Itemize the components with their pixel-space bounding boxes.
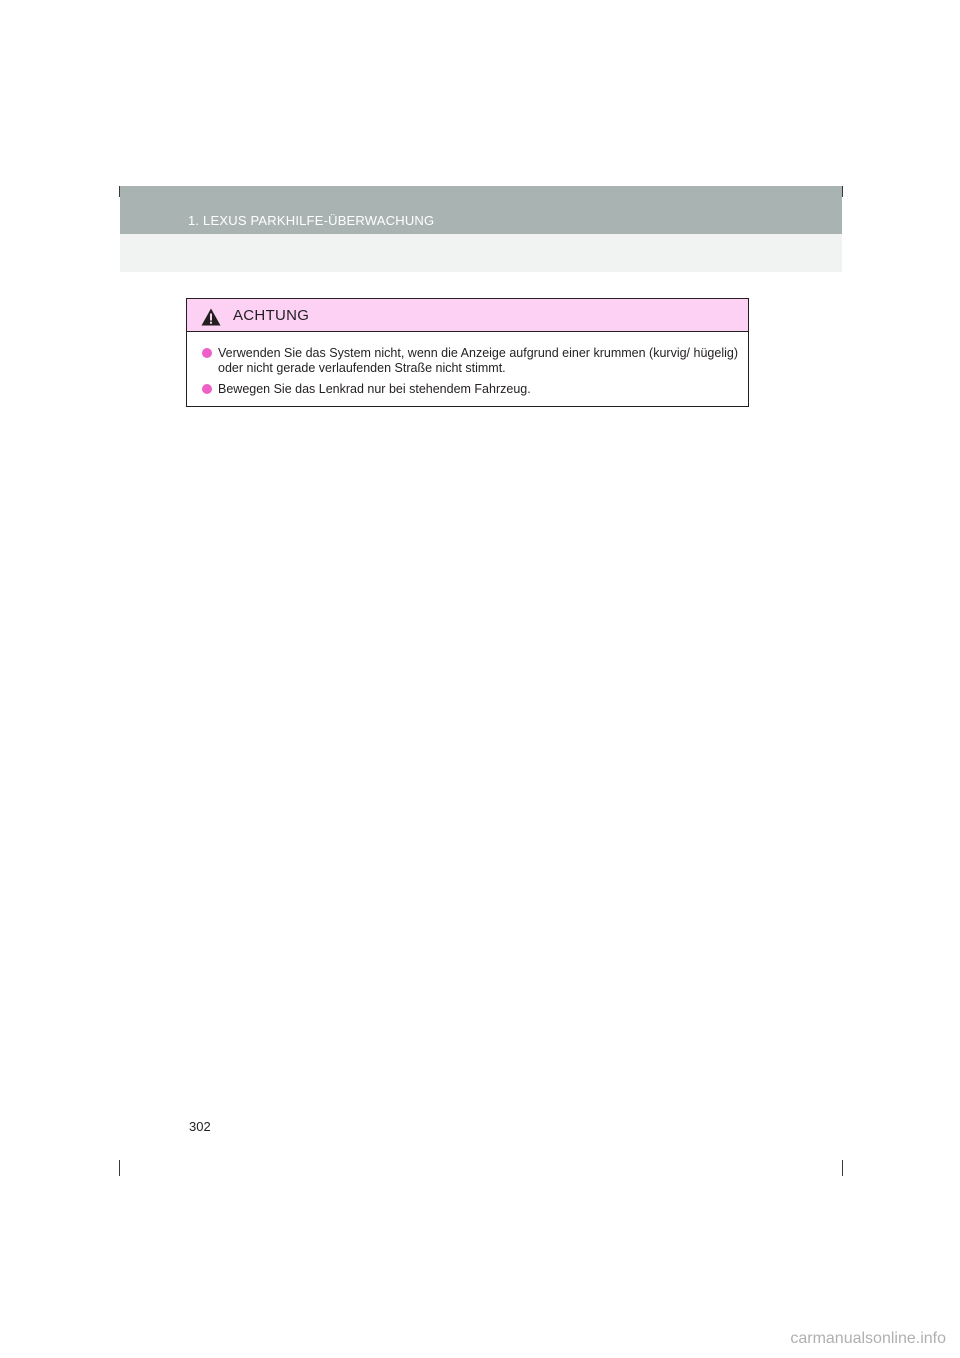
caution-box (186, 298, 749, 407)
caution-item-text: Bewegen Sie das Lenkrad nur bei stehendem Fahrzeug. (218, 382, 531, 396)
caution-header (187, 299, 748, 332)
section-header (120, 186, 842, 234)
watermark: carmanualsonline.info (790, 1330, 946, 1347)
crop-mark-top-right (842, 186, 843, 197)
crop-mark-bottom-left (119, 1160, 120, 1176)
caution-list (187, 332, 748, 397)
bullet-icon (202, 348, 212, 358)
section-subheader-band (120, 234, 842, 272)
bullet-icon (202, 384, 212, 394)
caution-item (202, 346, 738, 376)
crop-mark-bottom-right (842, 1160, 843, 1176)
caution-item (202, 382, 738, 397)
section-title: 1. LEXUS PARKHILFE-ÜBERWACHUNG (188, 213, 435, 228)
caution-item-text: Verwenden Sie das System nicht, wenn die Anzeige aufgrund einer krummen (kurvig/ hügelig) oder nicht gerade verlaufenden Straße nicht stimmt. (218, 346, 738, 375)
page-number: 302 (189, 1119, 211, 1134)
warning-triangle-icon (201, 308, 221, 326)
caution-title: ACHTUNG (233, 307, 310, 324)
